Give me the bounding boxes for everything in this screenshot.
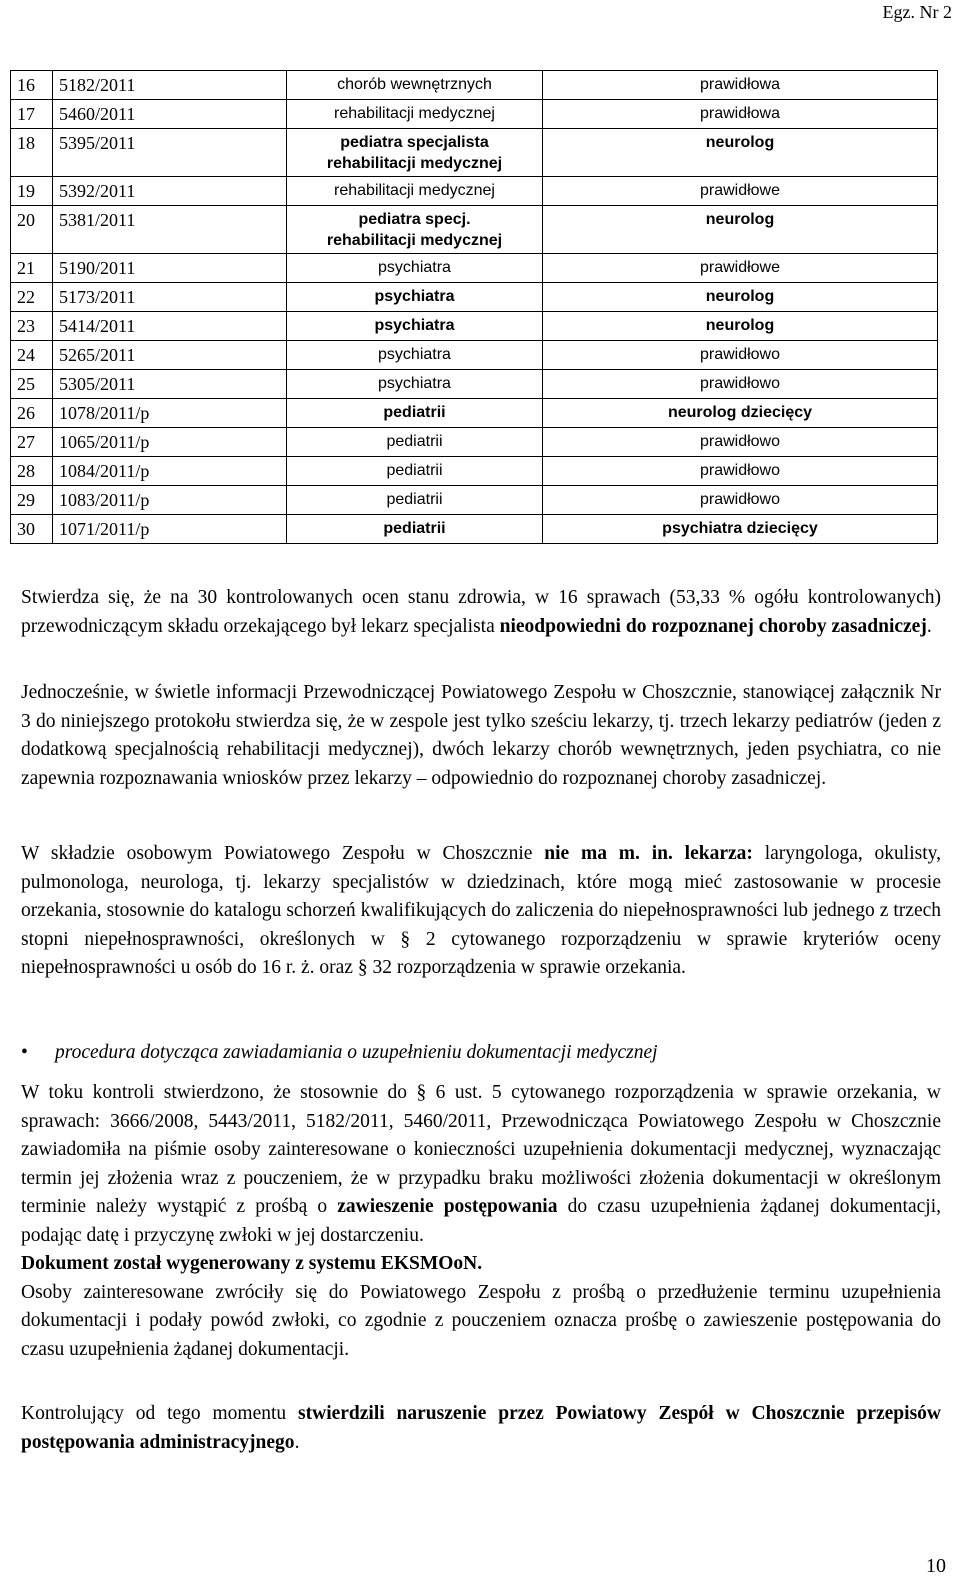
specialty-line: psychiatra (378, 375, 451, 392)
specialty-line: rehabilitacji medycznej (334, 105, 495, 122)
case-number: 5395/2011 (53, 129, 287, 177)
page-number: 10 (926, 1555, 946, 1577)
row-number: 17 (11, 100, 53, 129)
extension-request-text: Osoby zainteresowane zwróciły się do Powiatowego Zespołu z prośbą o przedłużenie terminu uzupełnienia dokumentacji i podały powód zwłoki, co zgodnie z pouczeniem oznacza prośbę o zawieszenie postępowania do czasu uzupełnienia żądanej dokumentacji. (21, 1281, 941, 1360)
missing-bold: nie ma m. in. lekarza: (544, 843, 753, 864)
table-row (11, 71, 938, 100)
findings-end: . (926, 615, 932, 637)
specialty-cell (287, 341, 543, 370)
notification-end: do czasu uzupełnienia żądanej dokumentacji, podając datę i przyczynę zwłoki w jej dostarczeniu. (21, 1196, 941, 1246)
specialty-cell (287, 370, 543, 399)
specialty-line: pediatrii (386, 433, 443, 450)
result-cell: prawidłowo (543, 486, 938, 515)
specialty-line: rehabilitacji medycznej (334, 182, 495, 199)
procedure-title: procedura dotycząca zawiadamiania o uzupełnieniu dokumentacji medycznej (55, 1042, 658, 1063)
specialty-cell (287, 71, 543, 100)
specialty-line: pediatrii (386, 491, 443, 508)
case-number: 5305/2011 (53, 370, 287, 399)
row-number: 27 (11, 428, 53, 457)
row-number: 26 (11, 399, 53, 428)
row-number: 23 (11, 312, 53, 341)
team-composition-text: Jednocześnie, w świetle informacji Przewodniczącej Powiatowego Zespołu w Choszcznie, stanowiącej załącznik Nr 3 do niniejszego protokołu stwierdza się, że w zespole jest tylko sześciu lekarzy, tj. trzech lekarzy pediatrów (jeden z dodatkową specjalnością rehabilitacji medycznej), dwóch lekarzy chorób wewnętrznych, jeden psychiatra, co nie zapewnia rozpoznawania wniosków przez lekarzy – odpowiednio do rozpoznanej choroby zasadniczej. (21, 682, 941, 789)
table-row (11, 457, 938, 486)
case-number: 5392/2011 (53, 177, 287, 206)
table-row (11, 177, 938, 206)
result-cell: prawidłowa (543, 100, 938, 129)
case-number: 1065/2011/p (53, 428, 287, 457)
specialty-cell (287, 428, 543, 457)
generated-note: Dokument został wygenerowany z systemu EKSMOoN. (21, 1253, 483, 1274)
result-cell: prawidłowo (543, 457, 938, 486)
paragraph-missing-specialists (21, 840, 941, 983)
findings-bold: nieodpowiedni do rozpoznanej choroby zasadniczej (499, 615, 927, 637)
results-table (10, 70, 938, 544)
result-cell: neurolog (543, 312, 938, 341)
missing-rest: laryngologa, okulisty, pulmonologa, neurologa, tj. lekarzy specjalistów w dziedzinach, które mogą mieć zastosowanie w procesie orzekania, stosownie do katalogu schorzeń kwalifikujących do zaliczenia do niepełnosprawności lub jednego z trzech stopni niepełnosprawności, określonych w § 2 cytowanego rozporządzeniu w sprawie kryteriów oceny niepełnosprawności u osób do 16 r. ż. oraz § 32 rozporządzenia w sprawie orzekania. (21, 843, 941, 978)
bullet-icon: • (21, 1042, 28, 1063)
table-row (11, 129, 938, 177)
specialty-line: psychiatra (374, 317, 455, 334)
result-cell: neurolog (543, 206, 938, 254)
specialty-cell (287, 399, 543, 428)
case-number: 1071/2011/p (53, 515, 287, 544)
table-row (11, 254, 938, 283)
specialty-line: pediatrii (383, 520, 446, 537)
paragraph-violation (21, 1400, 941, 1457)
table-row (11, 515, 938, 544)
table-row (11, 312, 938, 341)
notification-bold: zawieszenie postępowania (337, 1196, 558, 1217)
table-row (11, 370, 938, 399)
specialty-line: psychiatra (378, 259, 451, 276)
missing-start: W składzie osobowym Powiatowego Zespołu w Choszcznie (21, 843, 545, 864)
case-number: 5182/2011 (53, 71, 287, 100)
procedure-heading (21, 1039, 941, 1067)
row-number: 28 (11, 457, 53, 486)
table-row (11, 100, 938, 129)
row-number: 30 (11, 515, 53, 544)
result-cell: prawidłowo (543, 428, 938, 457)
case-number: 1078/2011/p (53, 399, 287, 428)
specialty-line: pediatra specjalista (340, 134, 489, 151)
specialty-cell (287, 486, 543, 515)
findings-text: Stwierdza się, że na 30 kontrolowanych ocen stanu zdrowia, w 16 sprawach (53,33 % ogółu kontrolowanych) przewodniczącym składu orzekającego był lekarz specjalista (21, 587, 941, 637)
row-number: 22 (11, 283, 53, 312)
result-cell: prawidłowa (543, 71, 938, 100)
specialty-cell (287, 457, 543, 486)
table-row (11, 283, 938, 312)
table-row (11, 399, 938, 428)
specialty-cell (287, 515, 543, 544)
result-cell: neurolog dziecięcy (543, 399, 938, 428)
case-number: 5190/2011 (53, 254, 287, 283)
row-number: 18 (11, 129, 53, 177)
table-row (11, 206, 938, 254)
specialty-line: pediatrii (383, 404, 446, 421)
specialty-cell (287, 100, 543, 129)
case-number: 1083/2011/p (53, 486, 287, 515)
violation-end: . (294, 1431, 300, 1453)
copy-number-label: Egz. Nr 2 (882, 2, 952, 22)
row-number: 21 (11, 254, 53, 283)
result-cell: neurolog (543, 283, 938, 312)
case-number: 5460/2011 (53, 100, 287, 129)
case-number: 5265/2011 (53, 341, 287, 370)
result-cell: prawidłowo (543, 341, 938, 370)
violation-bold: stwierdzili naruszenie przez Powiatowy Zespół w Choszcznie przepisów postępowania administracyjnego (21, 1403, 941, 1453)
specialty-line: psychiatra (378, 346, 451, 363)
specialty-cell (287, 129, 543, 177)
specialty-cell (287, 177, 543, 206)
specialty-line: chorób wewnętrznych (337, 76, 492, 93)
specialty-cell (287, 206, 543, 254)
paragraph-notification-procedure (21, 1079, 941, 1364)
row-number: 16 (11, 71, 53, 100)
paragraph-findings-specialists (21, 584, 941, 641)
violation-start: Kontrolujący od tego momentu (21, 1403, 299, 1424)
specialty-cell (287, 254, 543, 283)
specialty-line: rehabilitacji medycznej (326, 232, 503, 249)
table-row (11, 341, 938, 370)
table-row (11, 428, 938, 457)
specialty-line: rehabilitacji medycznej (326, 155, 503, 172)
notification-start: W toku kontroli stwierdzono, że stosownie do § 6 ust. 5 cytowanego rozporządzenia w sprawie orzekania, w sprawach: 3666/2008, 5443/2011, 5182/2011, 5460/2011, Przewodnicząca Powiatowego Zespołu w Choszcznie zawiadomiła na piśmie osoby zainteresowane o konieczności uzupełnienia dokumentacji medycznej, wyznaczając termin jej złożenia wraz z pouczeniem, że w przypadku braku możliwości złożenia dokumentacji w określonym terminie należy wystąpić z prośbą o (21, 1082, 941, 1217)
row-number: 24 (11, 341, 53, 370)
specialty-line: psychiatra (374, 288, 455, 305)
paragraph-team-composition (21, 679, 941, 793)
case-number: 5381/2011 (53, 206, 287, 254)
result-cell: prawidłowo (543, 370, 938, 399)
case-number: 5414/2011 (53, 312, 287, 341)
result-cell: psychiatra dziecięcy (543, 515, 938, 544)
specialty-cell (287, 283, 543, 312)
row-number: 19 (11, 177, 53, 206)
row-number: 25 (11, 370, 53, 399)
row-number: 20 (11, 206, 53, 254)
case-number: 1084/2011/p (53, 457, 287, 486)
result-cell: neurolog (543, 129, 938, 177)
specialty-line: pediatrii (386, 462, 443, 479)
specialty-line: pediatra specj. (358, 211, 471, 228)
result-cell: prawidłowe (543, 254, 938, 283)
case-number: 5173/2011 (53, 283, 287, 312)
specialty-cell (287, 312, 543, 341)
result-cell: prawidłowe (543, 177, 938, 206)
table-row (11, 486, 938, 515)
row-number: 29 (11, 486, 53, 515)
